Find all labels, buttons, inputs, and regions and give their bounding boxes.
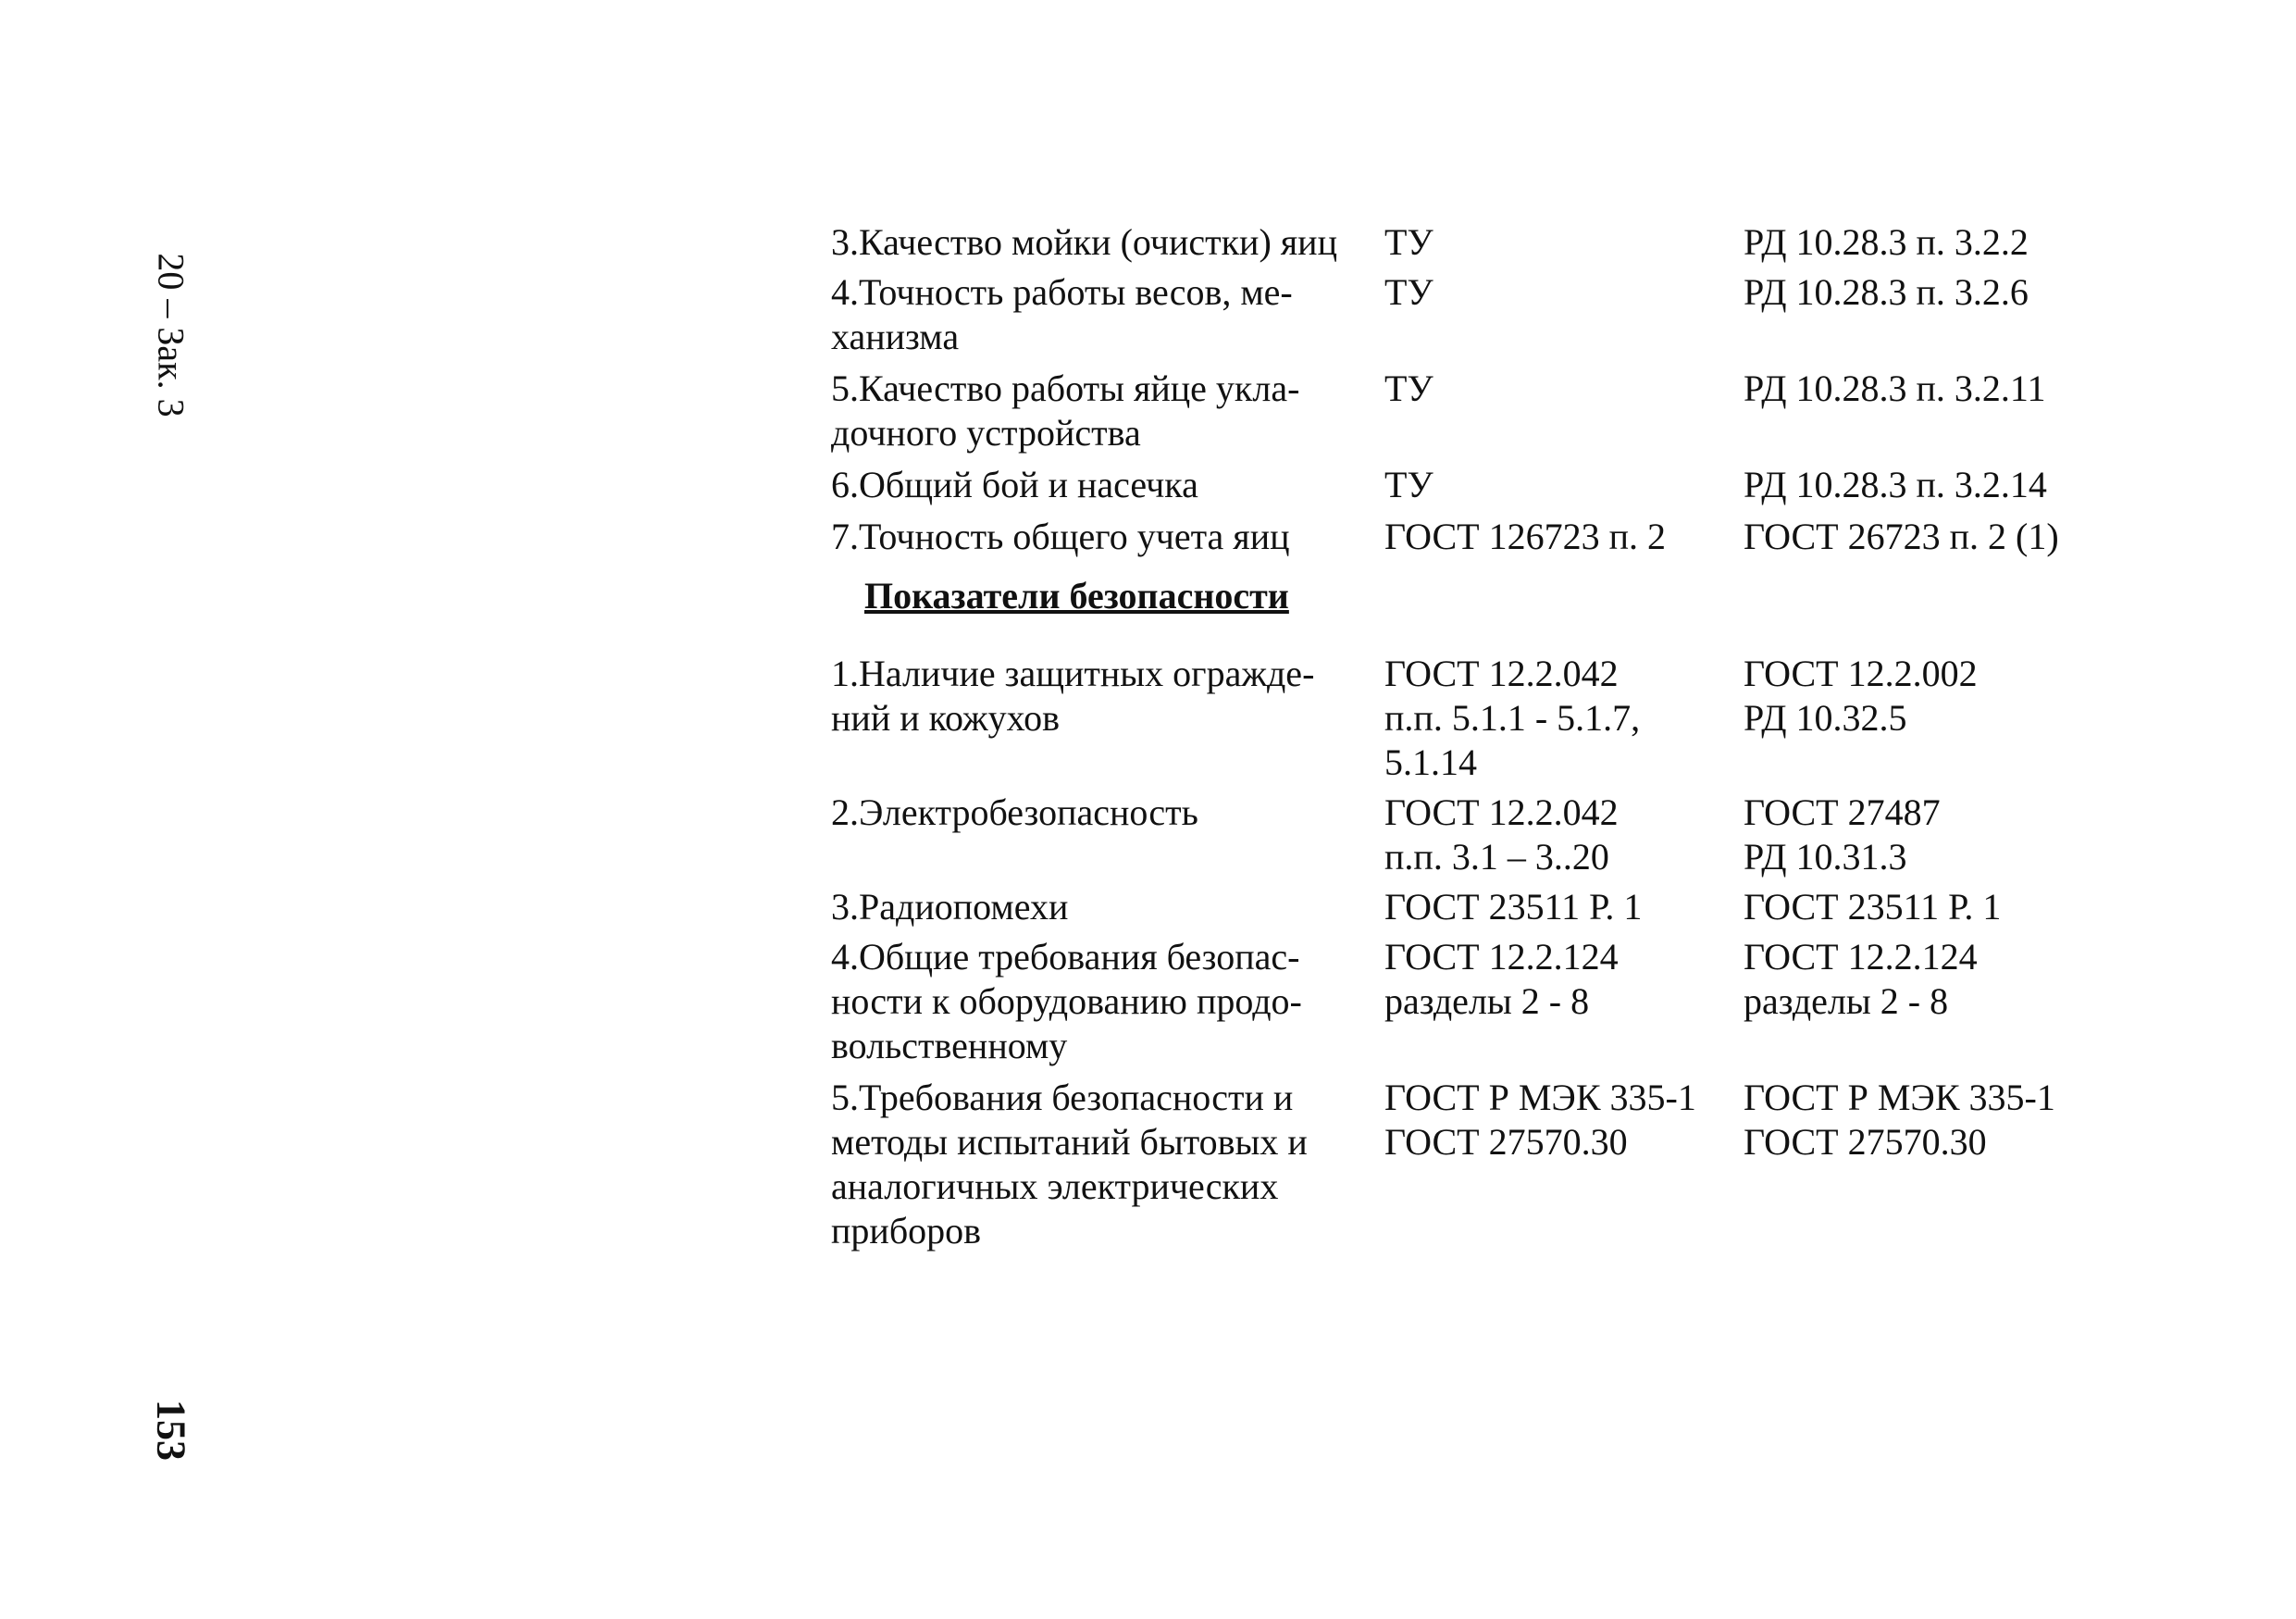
table-row [831,367,2080,455]
indicator-name: 1.Наличие защитных огражде-ний и кожухов [831,653,1315,739]
table-row [831,220,2080,265]
indicator-name: 4.Точность работы весов, ме-ханизма [831,271,1293,357]
indicator-name: 6.Общий бой и насечка [831,464,1198,505]
test-method: ГОСТ 12.2.124 разделы 2 - 8 [1384,936,1619,1022]
normative-reference: РД 10.28.3 п. 3.2.2 [1744,221,2029,263]
table-row [831,463,2080,507]
order-label-text: 20 – Зак. 3 [150,253,192,417]
normative-reference: ГОСТ 27487 РД 10.31.3 [1744,791,1941,878]
normative-reference: ГОСТ 23511 Р. 1 [1744,886,2002,928]
indicator-name: 5.Требования безопасности и методы испытаний бытовых и аналогичных электрических приборов [831,1077,1308,1252]
margin-page-number [139,1379,204,1481]
test-method: ГОСТ Р МЭК 335-1 ГОСТ 27570.30 [1384,1077,1696,1163]
table-row [831,515,2080,559]
table-row [831,885,2080,929]
indicator-name: 3.Радиопомехи [831,886,1069,928]
test-method: ГОСТ 126723 п. 2 [1384,516,1667,557]
normative-reference: РД 10.28.3 п. 3.2.14 [1744,464,2047,505]
section-heading: Показатели безопасности [864,575,1289,616]
margin-order-label [139,215,204,455]
table-row [831,791,2080,879]
indicator-name: 3.Качество мойки (очистки) яиц [831,221,1337,263]
normative-reference: ГОСТ 12.2.124 разделы 2 - 8 [1744,936,1978,1022]
normative-reference: РД 10.28.3 п. 3.2.6 [1744,271,2029,313]
test-method: ТУ [1384,221,1433,263]
normative-reference: ГОСТ 12.2.002 РД 10.32.5 [1744,653,1978,739]
test-method: ТУ [1384,464,1433,505]
normative-reference: ГОСТ Р МЭК 335-1 ГОСТ 27570.30 [1744,1077,2055,1163]
test-method: ТУ [1384,367,1433,409]
table-row [831,1076,2080,1253]
indicator-name: 2.Электробезопасность [831,791,1198,833]
page-number-text: 153 [148,1400,194,1461]
test-method: ГОСТ 23511 Р. 1 [1384,886,1643,928]
test-method: ГОСТ 12.2.042 п.п. 3.1 – 3..20 [1384,791,1619,878]
indicator-name: 7.Точность общего учета яиц [831,516,1290,557]
indicator-name: 4.Общие требования безопас-ности к оборудованию продо-вольственному [831,936,1302,1066]
normative-reference: ГОСТ 26723 п. 2 (1) [1744,516,2059,557]
table-row [831,935,2080,1068]
indicator-name: 5.Качество работы яйце укла-дочного устройства [831,367,1300,454]
normative-reference: РД 10.28.3 п. 3.2.11 [1744,367,2046,409]
requirements-table [831,220,2080,1253]
table-row [831,652,2080,785]
test-method: ГОСТ 12.2.042 п.п. 5.1.1 - 5.1.7, 5.1.14 [1384,653,1641,783]
table-row [831,270,2080,359]
test-method: ТУ [1384,271,1433,313]
